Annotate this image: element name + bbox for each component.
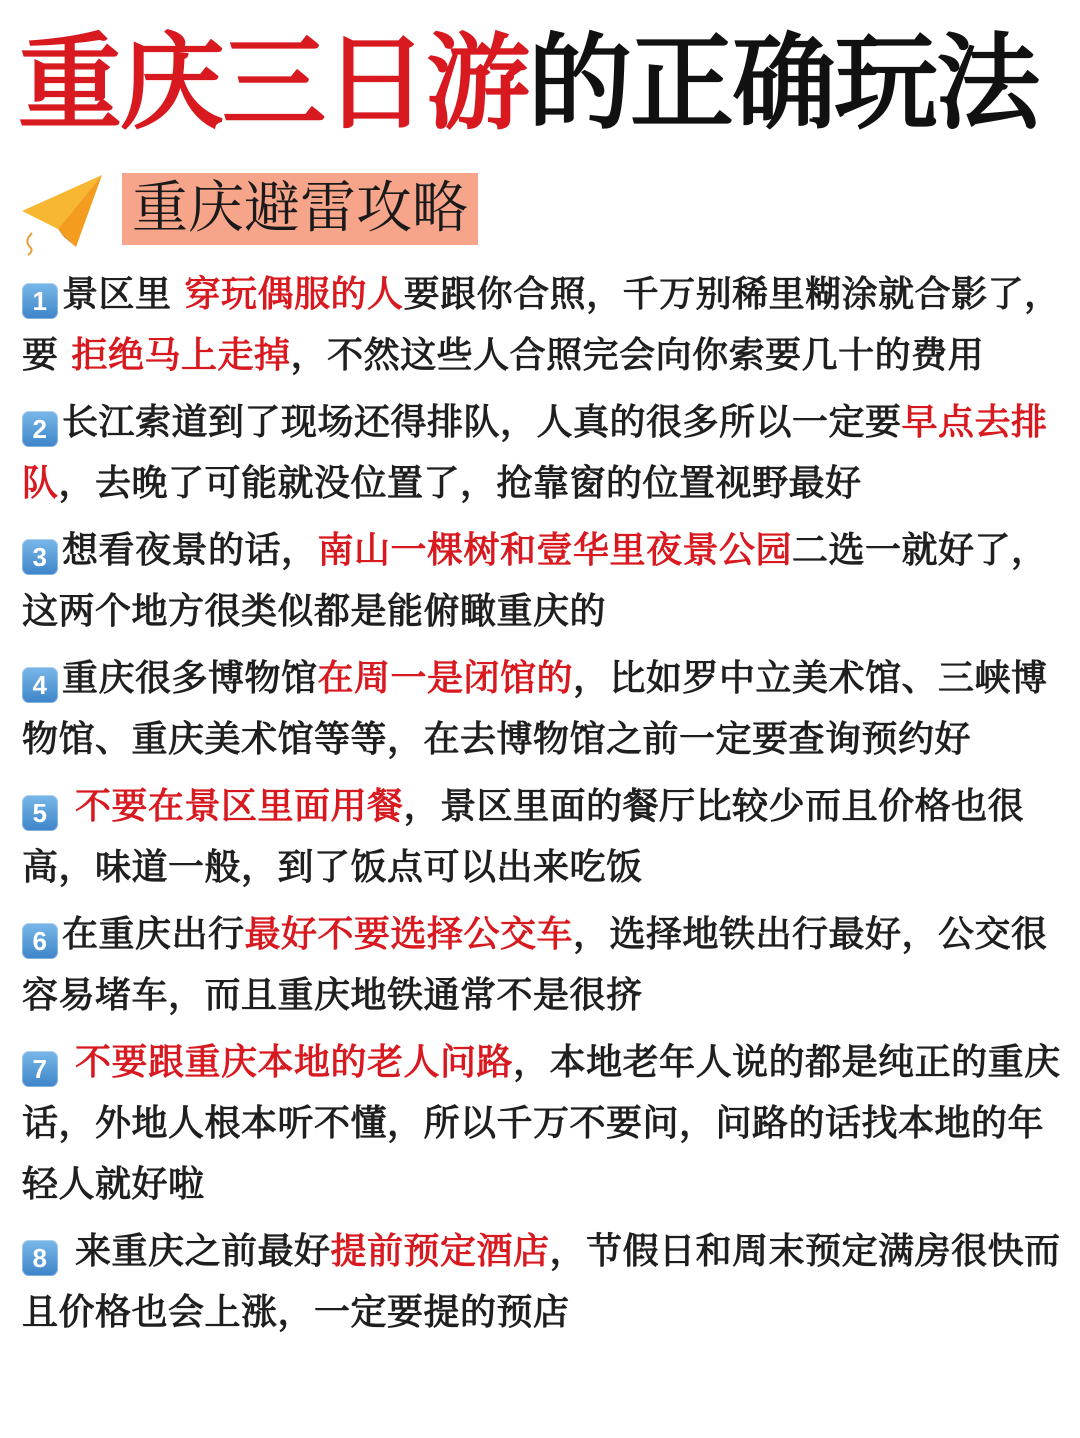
number-badge: 5 bbox=[22, 795, 58, 831]
item-highlight: 穿玩偶服的人 bbox=[184, 274, 404, 315]
item-highlight: 不要跟重庆本地的老人问路 bbox=[75, 1042, 514, 1083]
number-badge: 8 bbox=[22, 1240, 58, 1276]
item-text: 二选一就好了，这两个地方很类似都是能俯瞰重庆的 bbox=[22, 530, 1048, 632]
paper-plane-icon bbox=[18, 167, 108, 257]
list-item bbox=[22, 392, 1062, 514]
list-item bbox=[22, 1221, 1062, 1343]
item-text: 在重庆出行 bbox=[62, 914, 245, 955]
item-text: ，节假日和周末预定满房很快而且价格也会上涨，一定要提的预店 bbox=[22, 1231, 1061, 1333]
item-highlight: 南山一棵树和壹华里夜景公园 bbox=[317, 530, 793, 571]
list-item bbox=[22, 648, 1062, 770]
item-highlight: 早点去排队 bbox=[22, 402, 1048, 504]
page-title bbox=[18, 18, 1068, 148]
number-badge: 6 bbox=[22, 923, 58, 959]
item-text: ，去晚了可能就没位置了，抢靠窗的位置视野最好 bbox=[58, 463, 862, 504]
list-item bbox=[22, 1032, 1062, 1215]
list-item bbox=[22, 264, 1062, 386]
item-text bbox=[62, 786, 75, 827]
item-text: 重庆很多博物馆 bbox=[62, 658, 318, 699]
item-text: 要跟你合照，千万别稀里糊涂就合影了，要 bbox=[22, 274, 1061, 376]
title-red-part: 重庆三日游 bbox=[18, 22, 529, 144]
item-text: 来重庆之前最好 bbox=[62, 1231, 331, 1272]
item-highlight: 在周一是闭馆的 bbox=[317, 658, 574, 699]
title-black-part: 的正确玩法 bbox=[528, 22, 1039, 144]
item-text: ，景区里面的餐厅比较少而且价格也很高，味道一般，到了饭点可以出来吃饭 bbox=[22, 786, 1025, 888]
number-badge: 3 bbox=[22, 539, 58, 575]
list-item bbox=[22, 520, 1062, 642]
list-item bbox=[22, 776, 1062, 898]
item-text: ，比如罗中立美术馆、三峡博物馆、重庆美术馆等等，在去博物馆之前一定要查询预约好 bbox=[22, 658, 1048, 760]
item-text: 景区里 bbox=[62, 274, 185, 315]
number-badge: 1 bbox=[22, 283, 58, 319]
item-text: ，不然这些人合照完会向你索要几十的费用 bbox=[290, 335, 985, 376]
item-highlight: 最好不要选择公交车 bbox=[244, 914, 574, 955]
number-badge: 7 bbox=[22, 1051, 58, 1087]
item-highlight: 不要在景区里面用餐 bbox=[75, 786, 404, 827]
item-text: ，选择地铁出行最好，公交很容易堵车，而且重庆地铁通常不是很挤 bbox=[22, 914, 1048, 1016]
item-text: 长江索道到了现场还得排队，人真的很多所以一定要 bbox=[62, 402, 902, 443]
item-text: ，本地老年人说的都是纯正的重庆话，外地人根本听不懂，所以千万不要问，问路的话找本地的年轻人就好啦 bbox=[22, 1042, 1061, 1205]
section-label: 重庆避雷攻略 bbox=[122, 173, 478, 245]
tips-list bbox=[22, 264, 1062, 1349]
number-badge: 4 bbox=[22, 667, 58, 703]
number-badge: 2 bbox=[22, 411, 58, 447]
list-item bbox=[22, 904, 1062, 1026]
item-text bbox=[62, 1042, 75, 1083]
item-highlight: 提前预定酒店 bbox=[330, 1231, 550, 1272]
item-highlight: 拒绝马上走掉 bbox=[71, 335, 291, 376]
item-text: 想看夜景的话， bbox=[62, 530, 318, 571]
